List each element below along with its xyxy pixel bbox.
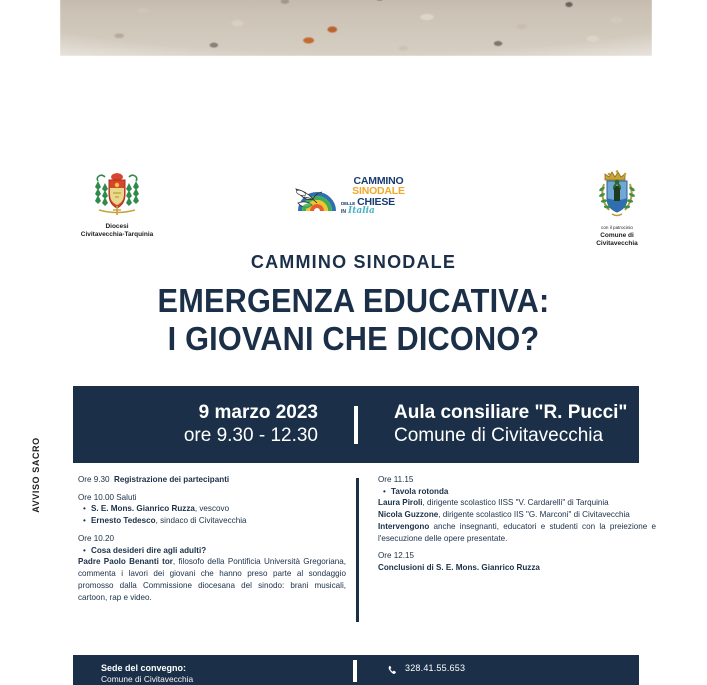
civitavecchia-coat-of-arms-icon <box>592 168 642 222</box>
program-column-right <box>378 474 656 574</box>
logo-diocese <box>62 168 172 239</box>
footer-venue-title: Sede del convegno: <box>101 663 187 673</box>
program-slot <box>78 474 346 486</box>
program-slot <box>378 550 656 573</box>
program-column-divider <box>356 478 359 622</box>
page-title <box>25 282 683 357</box>
program-bullet-list <box>78 503 346 526</box>
logo-comune-line1: Comune di <box>600 231 634 239</box>
program-topic: Tavola rotonda <box>391 486 449 496</box>
program-time: Ore 9.30 <box>78 475 110 484</box>
program-slot <box>78 533 346 603</box>
photo-gravel-ground <box>60 0 652 56</box>
footer-contact-col <box>357 655 639 674</box>
program-entry <box>378 509 656 521</box>
header-photo <box>60 0 652 56</box>
program-slot <box>378 474 656 544</box>
program-bullet-list <box>78 545 346 557</box>
logo-comune <box>562 168 672 248</box>
footer-phone-number: 328.41.55.653 <box>405 663 466 673</box>
logo-diocese-caption <box>62 223 172 239</box>
program-speaker: Laura Piroli <box>378 498 423 508</box>
list-item <box>391 486 656 498</box>
program-paragraph <box>78 556 346 603</box>
event-venue: Aula consiliare "R. Pucci" <box>394 401 628 423</box>
program-section <box>73 474 656 624</box>
program-speaker: Ernesto Tedesco <box>91 516 156 526</box>
event-time: ore 9.30 - 12.30 <box>183 424 318 446</box>
cammino-logo-line4 <box>341 207 416 216</box>
logo-diocese-line1: Diocesi <box>105 223 129 230</box>
cammino-logo-text <box>341 176 416 217</box>
cammino-logo-line2: SINODALE <box>352 185 405 198</box>
program-title: Registrazione dei partecipanti <box>114 475 230 484</box>
program-speaker-role: , sindaco di Civitavecchia <box>155 516 247 526</box>
cammino-sinodale-logo-icon <box>292 170 416 222</box>
vertical-side-label: AVVISO SACRO <box>31 437 41 513</box>
program-entry <box>378 497 656 509</box>
program-speaker: S. E. Mons. Gianrico Ruzza <box>91 504 195 514</box>
program-paragraph <box>378 521 656 544</box>
logo-comune-patronage: con il patrocinio <box>601 225 633 230</box>
footer-venue-col <box>73 655 353 685</box>
cammino-logo-in: IN <box>341 209 346 216</box>
program-slot <box>78 492 346 527</box>
footer-banner <box>73 655 639 685</box>
program-speaker: Padre Paolo Benanti tor <box>78 557 173 567</box>
program-bullet-list <box>378 486 656 498</box>
cammino-logo-chiese: CHIESE <box>357 195 395 208</box>
program-time: Ore 11.15 <box>378 475 414 484</box>
event-banner <box>73 386 639 463</box>
program-paragraph-text: , filosofo della Pontificia Università Gregoriana, commenta i lavori dei giovani che hanno preso parte al sondaggio promosso dalla Commissione diocesana del sinodo: brani musicali, cartoon, rap e video. <box>78 557 346 602</box>
program-time: Ore 10.00 Saluti <box>78 492 137 502</box>
program-topic: Cosa desideri dire agli adulti? <box>91 545 207 555</box>
event-banner-date-col <box>73 402 354 448</box>
page-title-line2: I GIOVANI CHE DICONO? <box>167 319 540 357</box>
logo-diocese-line2: Civitavecchia-Tarquinia <box>80 231 154 239</box>
event-banner-venue-col <box>358 402 639 448</box>
program-speaker-role: , dirigente scolastico IISS "V. Cardarelli" di Tarquinia <box>422 498 609 508</box>
event-venue-sub: Comune di Civitavecchia <box>394 424 604 446</box>
program-speaker-role: , dirigente scolastico IIS "G. Marconi" di Civitavecchia <box>438 510 630 520</box>
program-time: Ore 10.20 <box>78 533 114 543</box>
cammino-mark-icon <box>292 173 338 219</box>
program-column-left <box>78 474 346 603</box>
logo-comune-line2: Civitavecchia <box>596 239 638 247</box>
program-paragraph-lead: Intervengono <box>378 521 430 531</box>
list-item <box>91 503 346 515</box>
event-date: 9 marzo 2023 <box>198 401 318 423</box>
header-photo-image <box>60 0 652 56</box>
logo-cammino-sinodale <box>292 170 416 222</box>
cammino-logo-delle: DELLE <box>341 200 356 206</box>
diocese-coat-of-arms-icon <box>89 168 145 220</box>
logo-comune-caption <box>562 225 672 248</box>
cammino-logo-italia: Italia <box>348 206 375 217</box>
cammino-logo-line1: CAMMINO <box>353 174 404 187</box>
program-speaker: Nicola Guzzone <box>378 510 439 520</box>
kicker-text: CAMMINO SINODALE <box>250 252 457 272</box>
phone-icon <box>387 663 398 674</box>
page-title-line1: EMERGENZA EDUCATIVA: <box>157 282 550 319</box>
logos-row <box>0 168 707 264</box>
list-item <box>91 515 346 527</box>
program-title: Conclusioni di S. E. Mons. Gianrico Ruzza <box>378 563 540 573</box>
program-paragraph-text: anche insegnanti, educatori e studenti con la preiezione e l'esecuzione delle opere presentate. <box>378 521 656 543</box>
program-speaker-role: , vescovo <box>194 504 230 514</box>
footer-venue-sub: Comune di Civitavecchia <box>101 674 194 685</box>
list-item <box>91 545 346 557</box>
program-time: Ore 12.15 <box>378 551 414 561</box>
